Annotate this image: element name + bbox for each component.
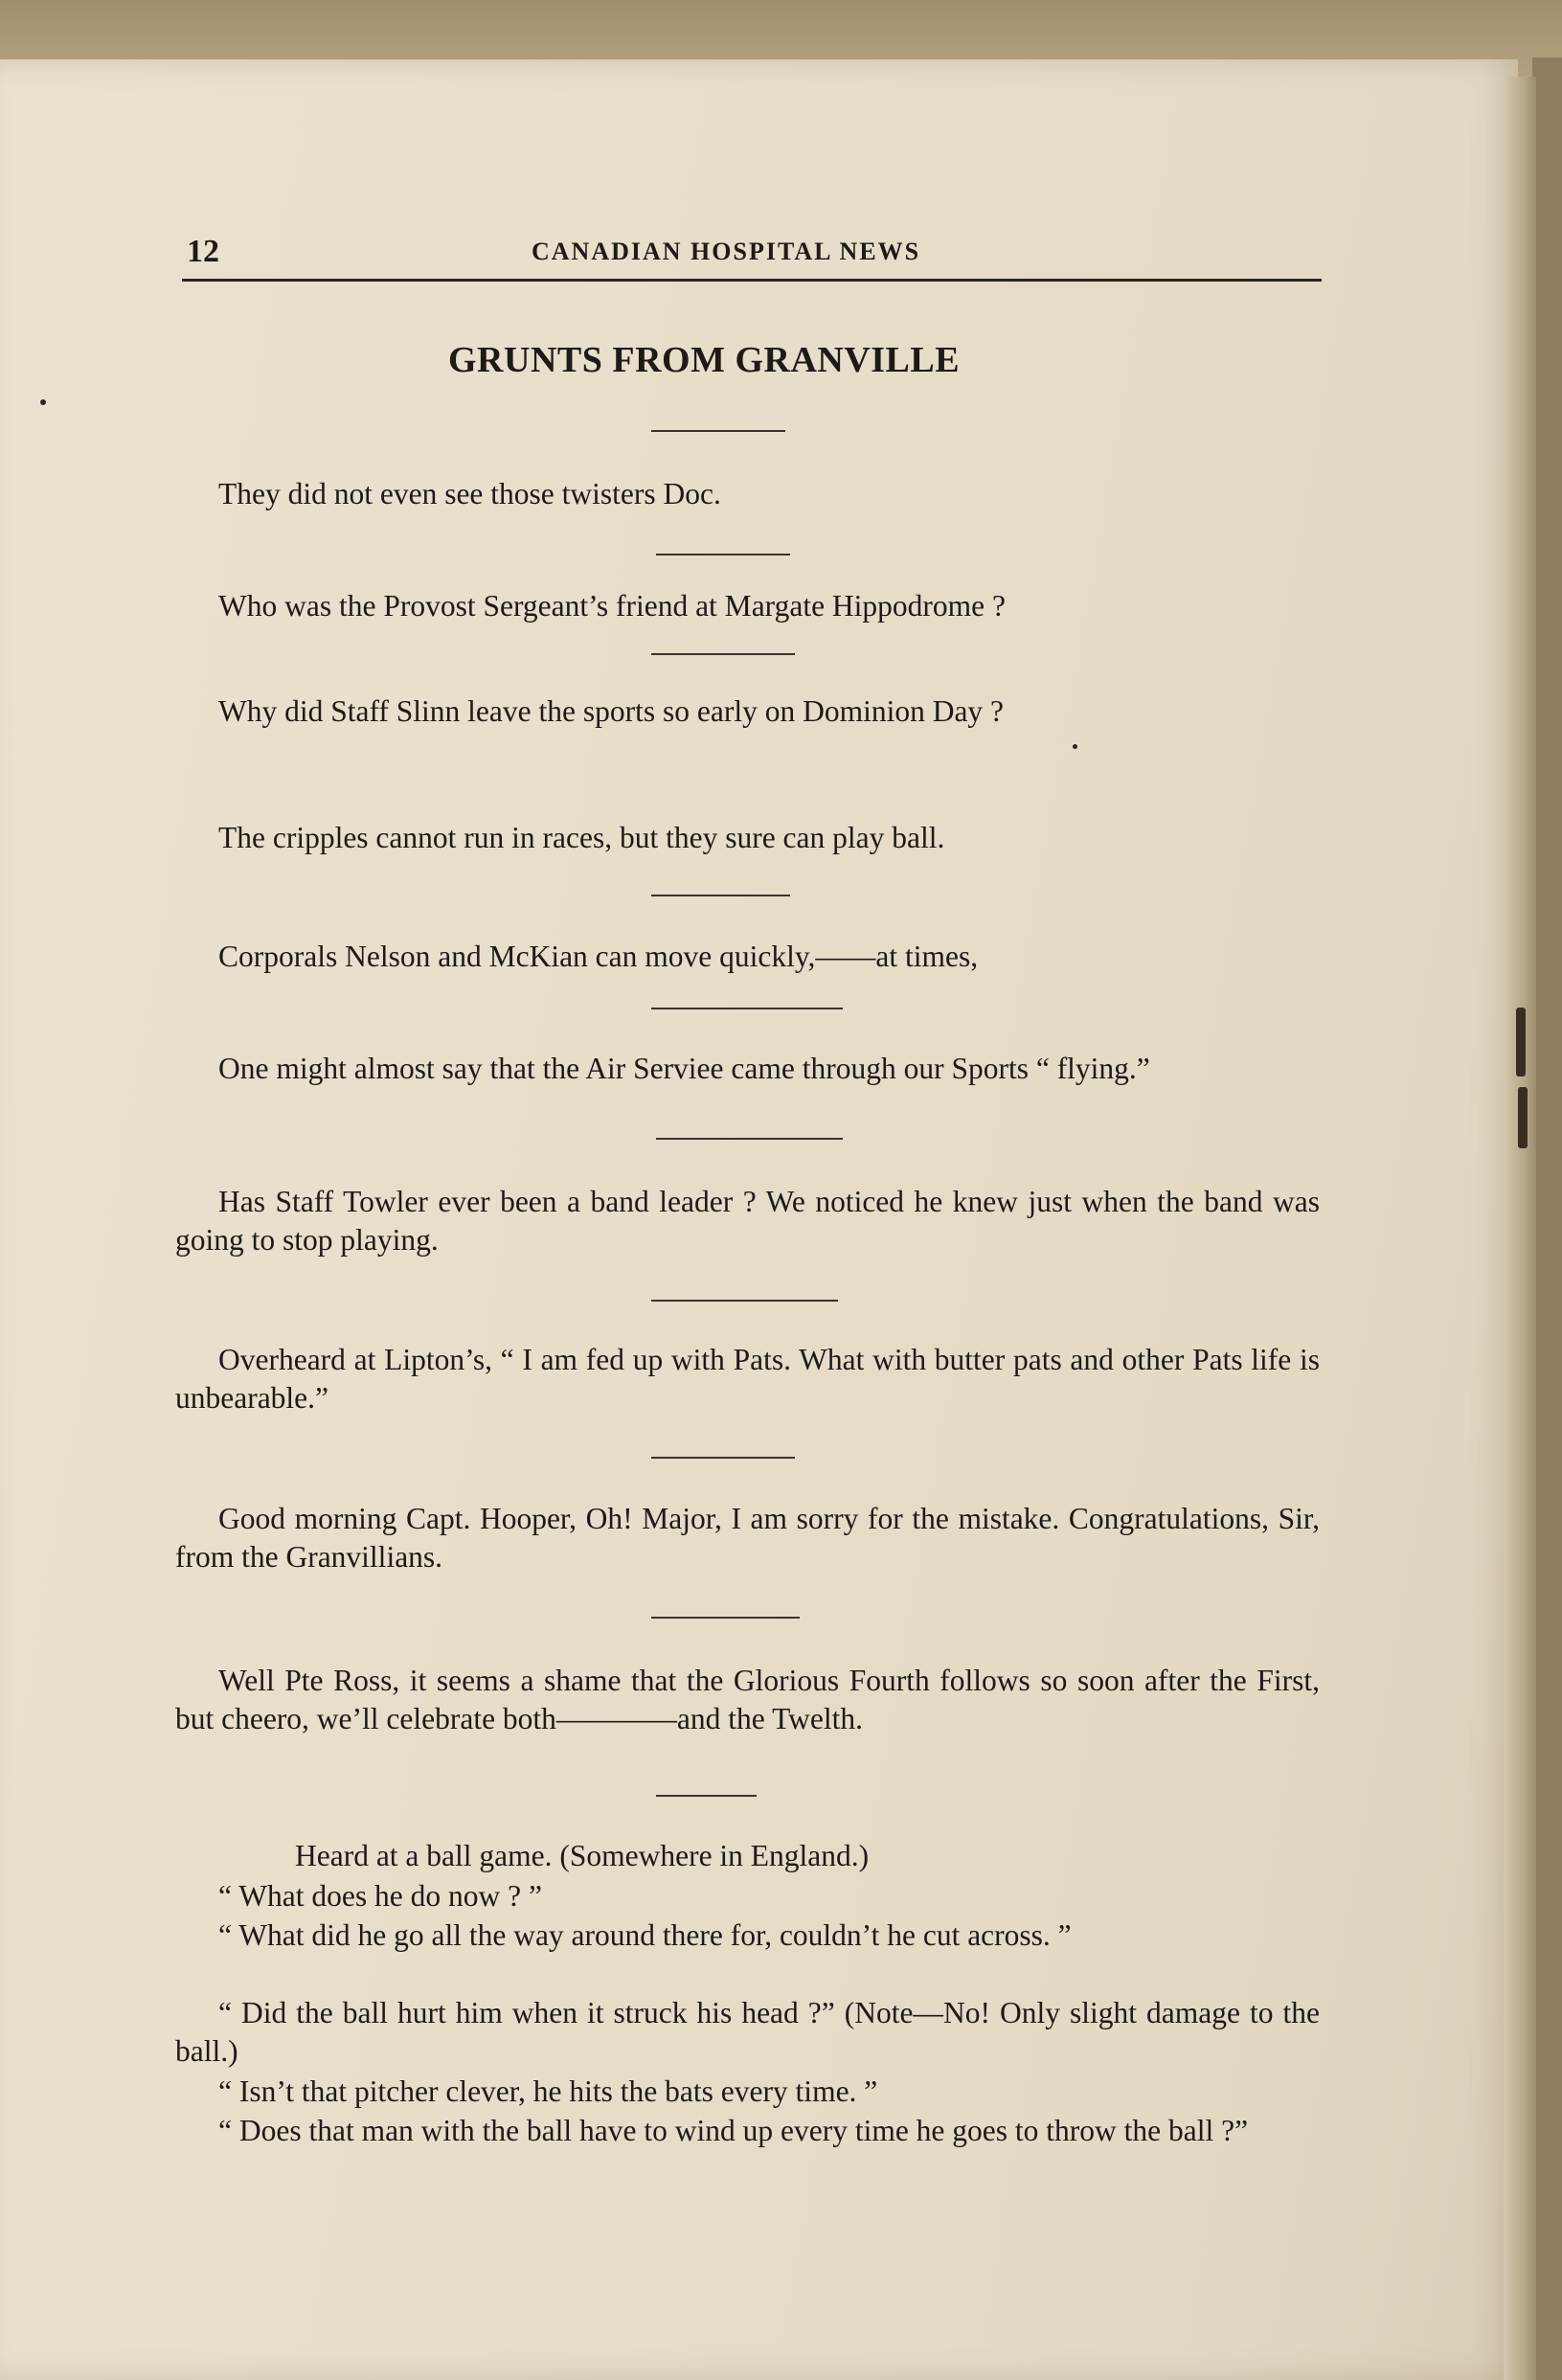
item-1: They did not even see those twisters Doc. bbox=[218, 477, 721, 510]
item-10: Well Pte Ross, it seems a shame that the Glorious Fourth follows so soon after the First, but cheero, we’ll celebrate both————and the Twelth. bbox=[175, 1664, 1320, 1735]
divider-4 bbox=[651, 1008, 843, 1009]
item-2: Who was the Provost Sergeant’s friend at Margate Hippodrome ? bbox=[218, 589, 1007, 623]
item-8: Overheard at Lipton’s, “ I am fed up with Pats. What with butter pats and other Pats life is unbearable.” bbox=[175, 1343, 1320, 1415]
item-6: One might almost say that the Air Serviee came through our Sports “ flying.” bbox=[218, 1052, 1150, 1085]
divider-2 bbox=[651, 653, 795, 655]
ball-game-quote-2: “ What did he go all the way around there for, couldn’t he cut across. ” bbox=[218, 1918, 1072, 1952]
staple-bottom bbox=[1518, 1087, 1528, 1148]
book-right-edge bbox=[1532, 57, 1562, 2380]
item-5: Corporals Nelson and McKian can move quickly,——at times, bbox=[218, 940, 979, 973]
divider-9 bbox=[656, 1795, 757, 1797]
divider-6 bbox=[651, 1300, 838, 1302]
ball-game-intro: Heard at a ball game. (Somewhere in England.) bbox=[295, 1839, 870, 1872]
item-3: Why did Staff Slinn leave the sports so early on Dominion Day ? bbox=[218, 694, 1005, 728]
title-divider bbox=[651, 430, 785, 432]
header-rule bbox=[182, 279, 1322, 282]
divider-7 bbox=[651, 1457, 795, 1459]
item-4: The cripples cannot run in races, but they sure can play ball. bbox=[218, 821, 945, 854]
ball-game-quote-4: “ Isn’t that pitcher clever, he hits the bats every time. ” bbox=[218, 2074, 878, 2108]
item-9: Good morning Capt. Hooper, Oh! Major, I am sorry for the mistake. Congratulations, Sir, from the Granvillians. bbox=[175, 1502, 1320, 1574]
running-head: CANADIAN HOSPITAL NEWS bbox=[532, 238, 921, 265]
page-number: 12 bbox=[187, 234, 219, 269]
page-header bbox=[187, 234, 1320, 282]
page-gutter bbox=[1504, 77, 1536, 2380]
staple-top bbox=[1516, 1008, 1526, 1077]
stray-mark-dot bbox=[1073, 744, 1077, 749]
item-7: Has Staff Towler ever been a band leader ? We noticed he knew just when the band was going to stop playing. bbox=[175, 1185, 1320, 1257]
ball-game-quote-5: “ Does that man with the ball have to wind up every time he goes to throw the ball ?” bbox=[218, 2114, 1249, 2147]
divider-5 bbox=[656, 1138, 843, 1140]
article-title: GRUNTS FROM GRANVILLE bbox=[448, 340, 961, 380]
ball-game-quote-1: “ What does he do now ? ” bbox=[218, 1879, 542, 1913]
divider-8 bbox=[651, 1617, 800, 1619]
divider-3 bbox=[651, 895, 790, 896]
stray-mark-left bbox=[40, 399, 46, 405]
divider-1 bbox=[656, 554, 790, 555]
ball-game-quote-3: “ Did the ball hurt him when it struck his head ?” (Note—No! Only slight damage to the ball.) bbox=[175, 1996, 1320, 2068]
